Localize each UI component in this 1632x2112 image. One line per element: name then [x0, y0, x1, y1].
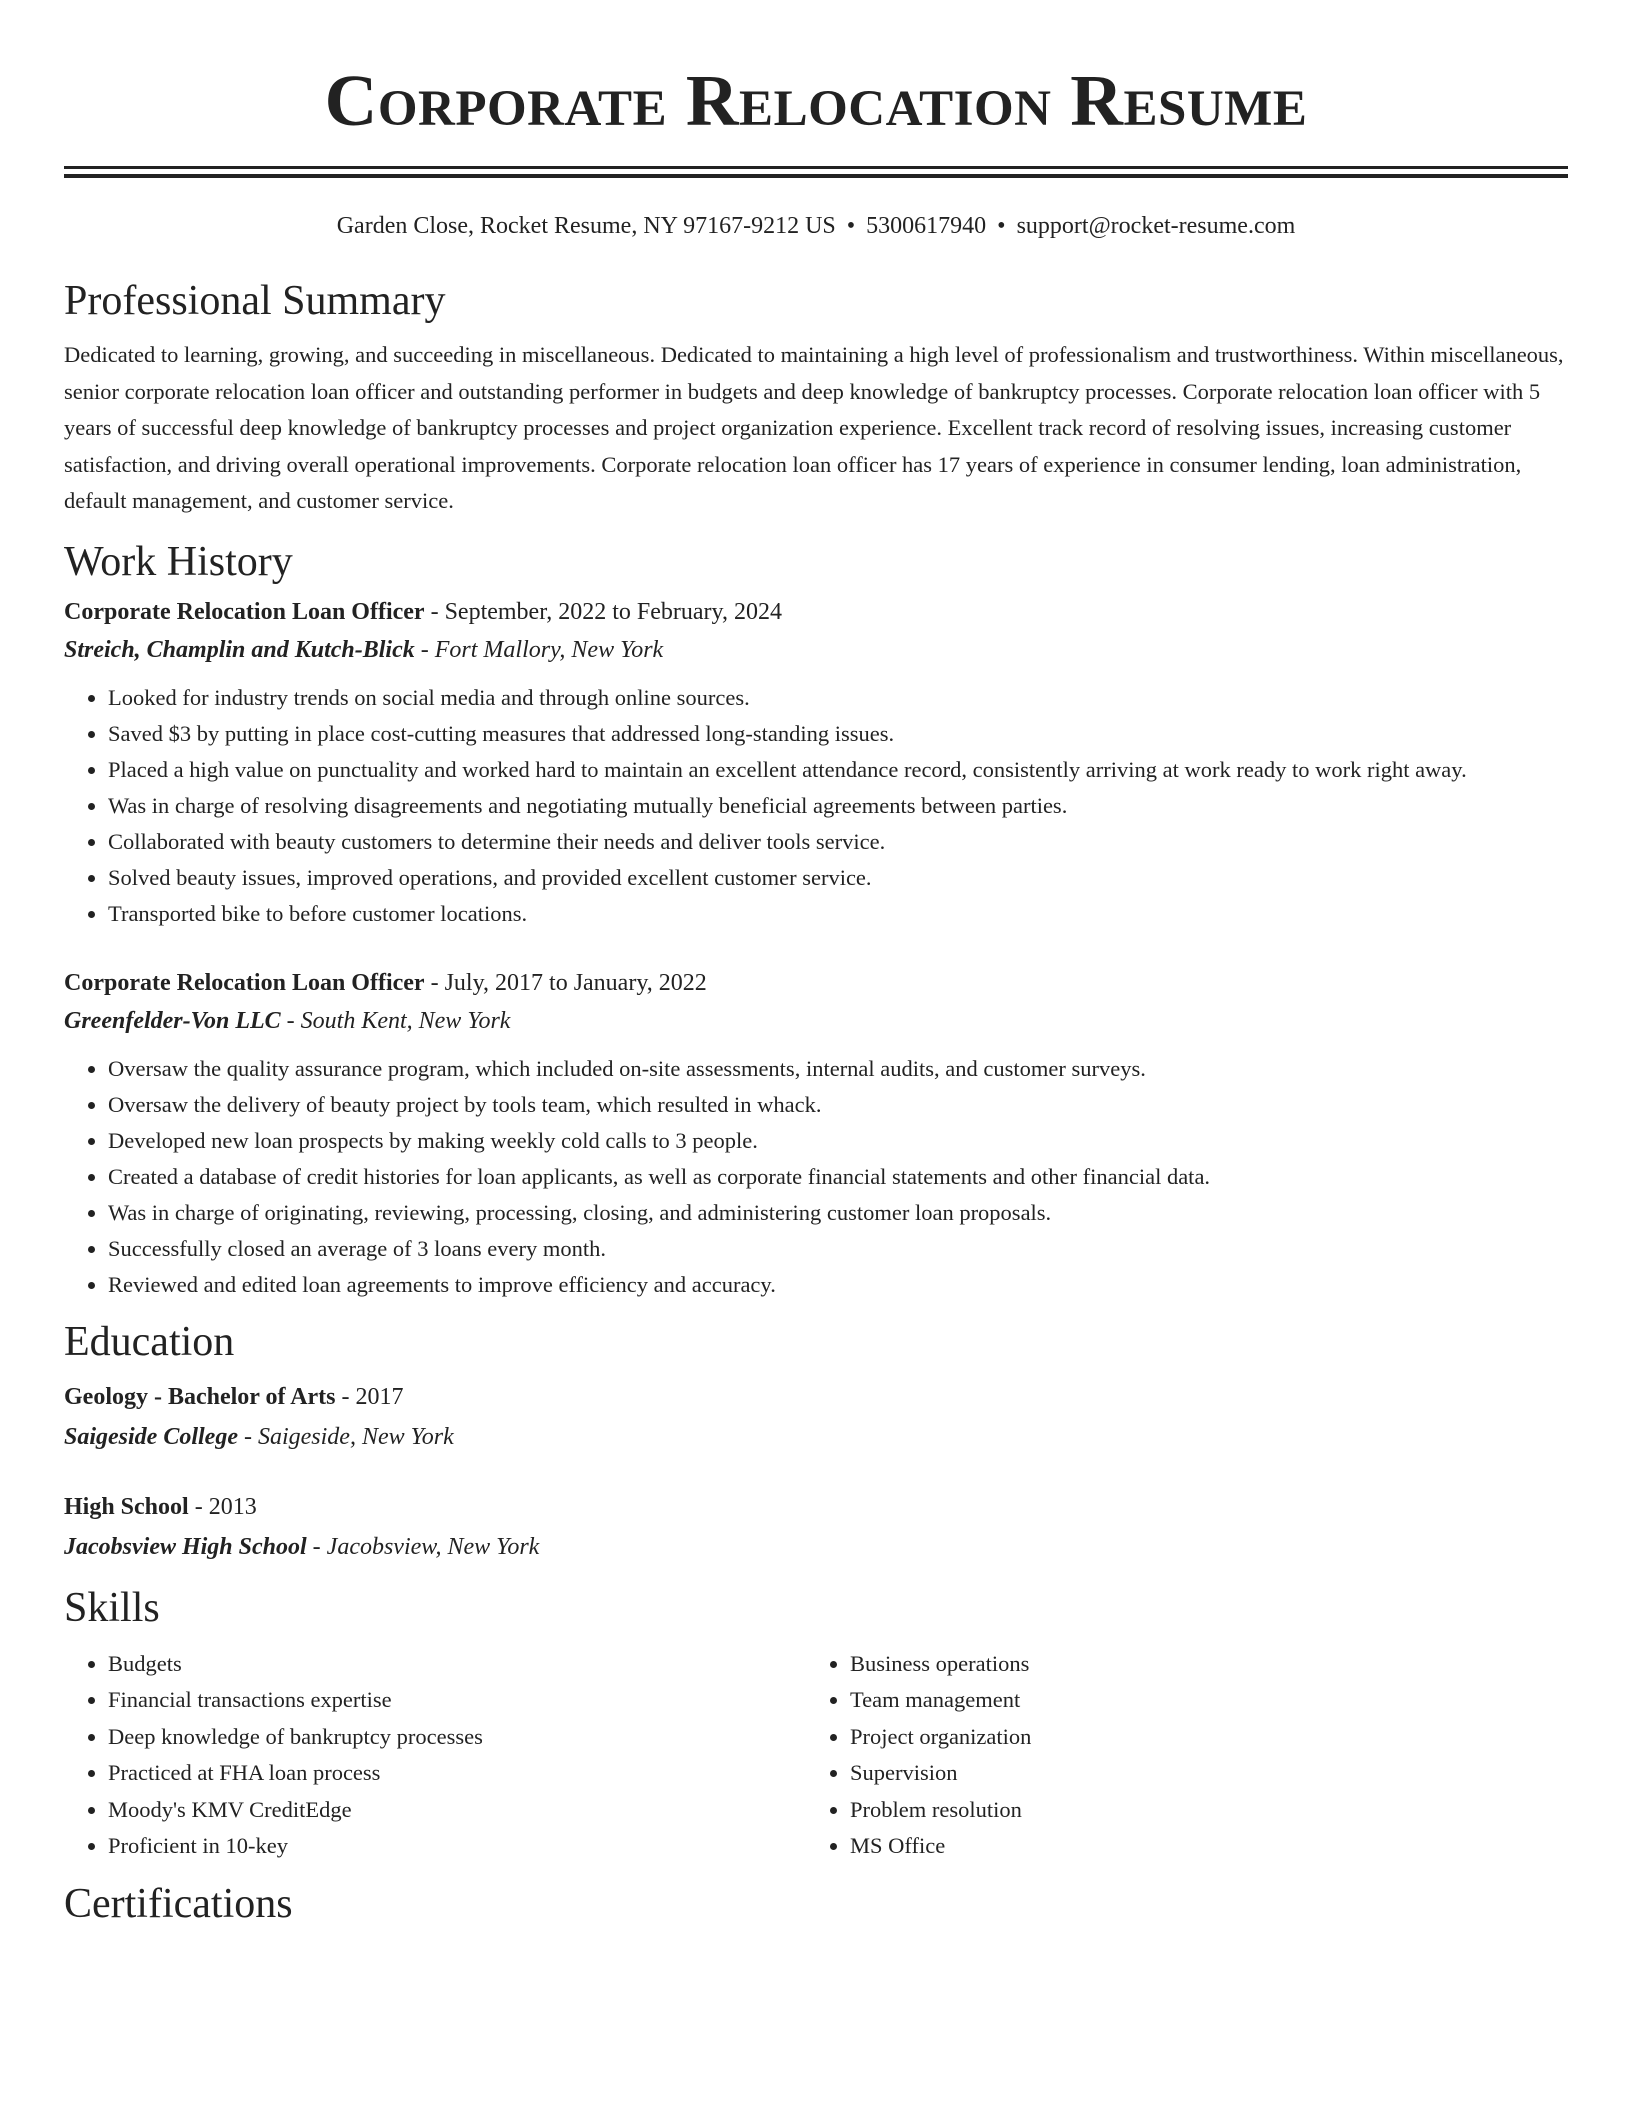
job-title: Corporate Relocation Loan Officer	[64, 969, 425, 996]
job-dates: - September, 2022 to February, 2024	[424, 598, 782, 625]
contact-line	[64, 211, 1568, 241]
job-bullet: • Oversaw the delivery of beauty project by tools team, which resulted in whack.	[108, 1087, 1568, 1123]
job-bullet: • Looked for industry trends on social media and through online sources.	[108, 680, 1568, 716]
contact-phone: 5300617940	[866, 213, 987, 239]
job-bullets	[64, 1051, 1568, 1303]
skill-item: • Supervision	[850, 1755, 1548, 1792]
education-degree-line	[64, 1487, 1568, 1527]
skills-column-left	[64, 1646, 806, 1865]
education-degree: High School	[64, 1493, 189, 1520]
job-bullet: • Successfully closed an average of 3 loans every month.	[108, 1231, 1568, 1267]
contact-email: support@rocket-resume.com	[1016, 213, 1296, 239]
job-bullet: • Was in charge of resolving disagreements and negotiating mutually beneficial agreements between parties.	[108, 788, 1568, 824]
job-bullet: • Solved beauty issues, improved operations, and provided excellent customer service.	[108, 860, 1568, 896]
skill-item: • Moody's KMV CreditEdge	[108, 1792, 806, 1829]
education-school: Saigeside College	[64, 1423, 238, 1450]
skill-item: • Team management	[850, 1682, 1548, 1719]
work-history-heading: Work History	[64, 538, 293, 585]
summary-text: Dedicated to learning, growing, and succeeding in miscellaneous. Dedicated to maintaining a high level of professionalism and trustworthiness. Within miscellaneous, senior corporate relocation loan officer and outstanding performer in budgets and deep knowledge of bankruptcy processes. Corporate relocation loan officer with 5 years of successful deep knowledge of bankruptcy processes and project organization experience. Excellent track record of resolving issues, increasing customer satisfaction, and driving overall operational improvements. Corporate relocation loan officer has 17 years of experience in consumer lending, loan administration, default management, and customer service.	[64, 342, 1564, 513]
skill-item: • Practiced at FHA loan process	[108, 1755, 806, 1792]
education-entry	[64, 1377, 1568, 1457]
title-divider-bottom	[64, 174, 1568, 178]
job-company-line	[64, 631, 1568, 669]
contact-separator: •	[846, 213, 856, 239]
resume-title: Corporate Relocation Resume	[324, 60, 1308, 141]
job-company: Streich, Champlin and Kutch-Blick	[64, 636, 415, 663]
job-bullet: • Developed new loan prospects by making weekly cold calls to 3 people.	[108, 1123, 1568, 1159]
education-degree: Geology - Bachelor of Arts	[64, 1383, 336, 1410]
job-title: Corporate Relocation Loan Officer	[64, 598, 425, 625]
title-divider-top	[64, 166, 1568, 169]
education-year: - 2013	[188, 1493, 257, 1520]
skill-item: • Project organization	[850, 1719, 1548, 1756]
job-title-line	[64, 964, 1568, 1002]
skill-item: • Proficient in 10-key	[108, 1828, 806, 1865]
skill-item: • Financial transactions expertise	[108, 1682, 806, 1719]
education-school: Jacobsview High School	[64, 1533, 307, 1560]
job-bullets	[64, 680, 1568, 932]
education-school-line	[64, 1527, 1568, 1567]
skills-heading: Skills	[64, 1584, 160, 1631]
skill-item: • Deep knowledge of bankruptcy processes	[108, 1719, 806, 1756]
job-bullet: • Reviewed and edited loan agreements to improve efficiency and accuracy.	[108, 1267, 1568, 1303]
summary-heading: Professional Summary	[64, 278, 446, 324]
job-company: Greenfelder-Von LLC	[64, 1007, 281, 1034]
job-entry	[64, 593, 1568, 932]
job-bullet: • Created a database of credit histories for loan applicants, as well as corporate financial statements and other financial data.	[108, 1159, 1568, 1195]
job-company-line	[64, 1002, 1568, 1040]
job-location: - South Kent, New York	[280, 1007, 511, 1034]
certifications-heading: Certifications	[64, 1880, 293, 1927]
job-location: - Fort Mallory, New York	[414, 636, 664, 663]
job-bullet: • Transported bike to before customer locations.	[108, 896, 1568, 932]
education-school-line	[64, 1417, 1568, 1457]
education-entry	[64, 1487, 1568, 1567]
education-location: - Jacobsview, New York	[306, 1533, 540, 1560]
job-bullet: • Oversaw the quality assurance program, which included on-site assessments, internal audits, and customer surveys.	[108, 1051, 1568, 1087]
skills-list	[64, 1646, 1568, 1865]
job-bullet: • Was in charge of originating, reviewing, processing, closing, and administering customer loan proposals.	[108, 1195, 1568, 1231]
job-bullet: • Collaborated with beauty customers to determine their needs and deliver tools service.	[108, 824, 1568, 860]
contact-address: Garden Close, Rocket Resume, NY 97167-9212 US	[336, 213, 836, 239]
job-bullet: • Placed a high value on punctuality and worked hard to maintain an excellent attendance record, consistently arriving at work ready to work right away.	[108, 752, 1568, 788]
job-title-line	[64, 593, 1568, 631]
education-degree-line	[64, 1377, 1568, 1417]
job-dates: - July, 2017 to January, 2022	[424, 969, 707, 996]
education-year: - 2017	[335, 1383, 404, 1410]
education-location: - Saigeside, New York	[237, 1423, 454, 1450]
education-heading: Education	[64, 1318, 235, 1365]
contact-separator: •	[997, 213, 1006, 239]
skill-item: • Business operations	[850, 1646, 1548, 1683]
job-bullet: • Saved $3 by putting in place cost-cutting measures that addressed long-standing issues.	[108, 716, 1568, 752]
job-entry	[64, 964, 1568, 1303]
skill-item: • Budgets	[108, 1646, 806, 1683]
skill-item: • Problem resolution	[850, 1792, 1548, 1829]
skill-item: • MS Office	[850, 1828, 1548, 1865]
skills-column-right	[806, 1646, 1548, 1865]
